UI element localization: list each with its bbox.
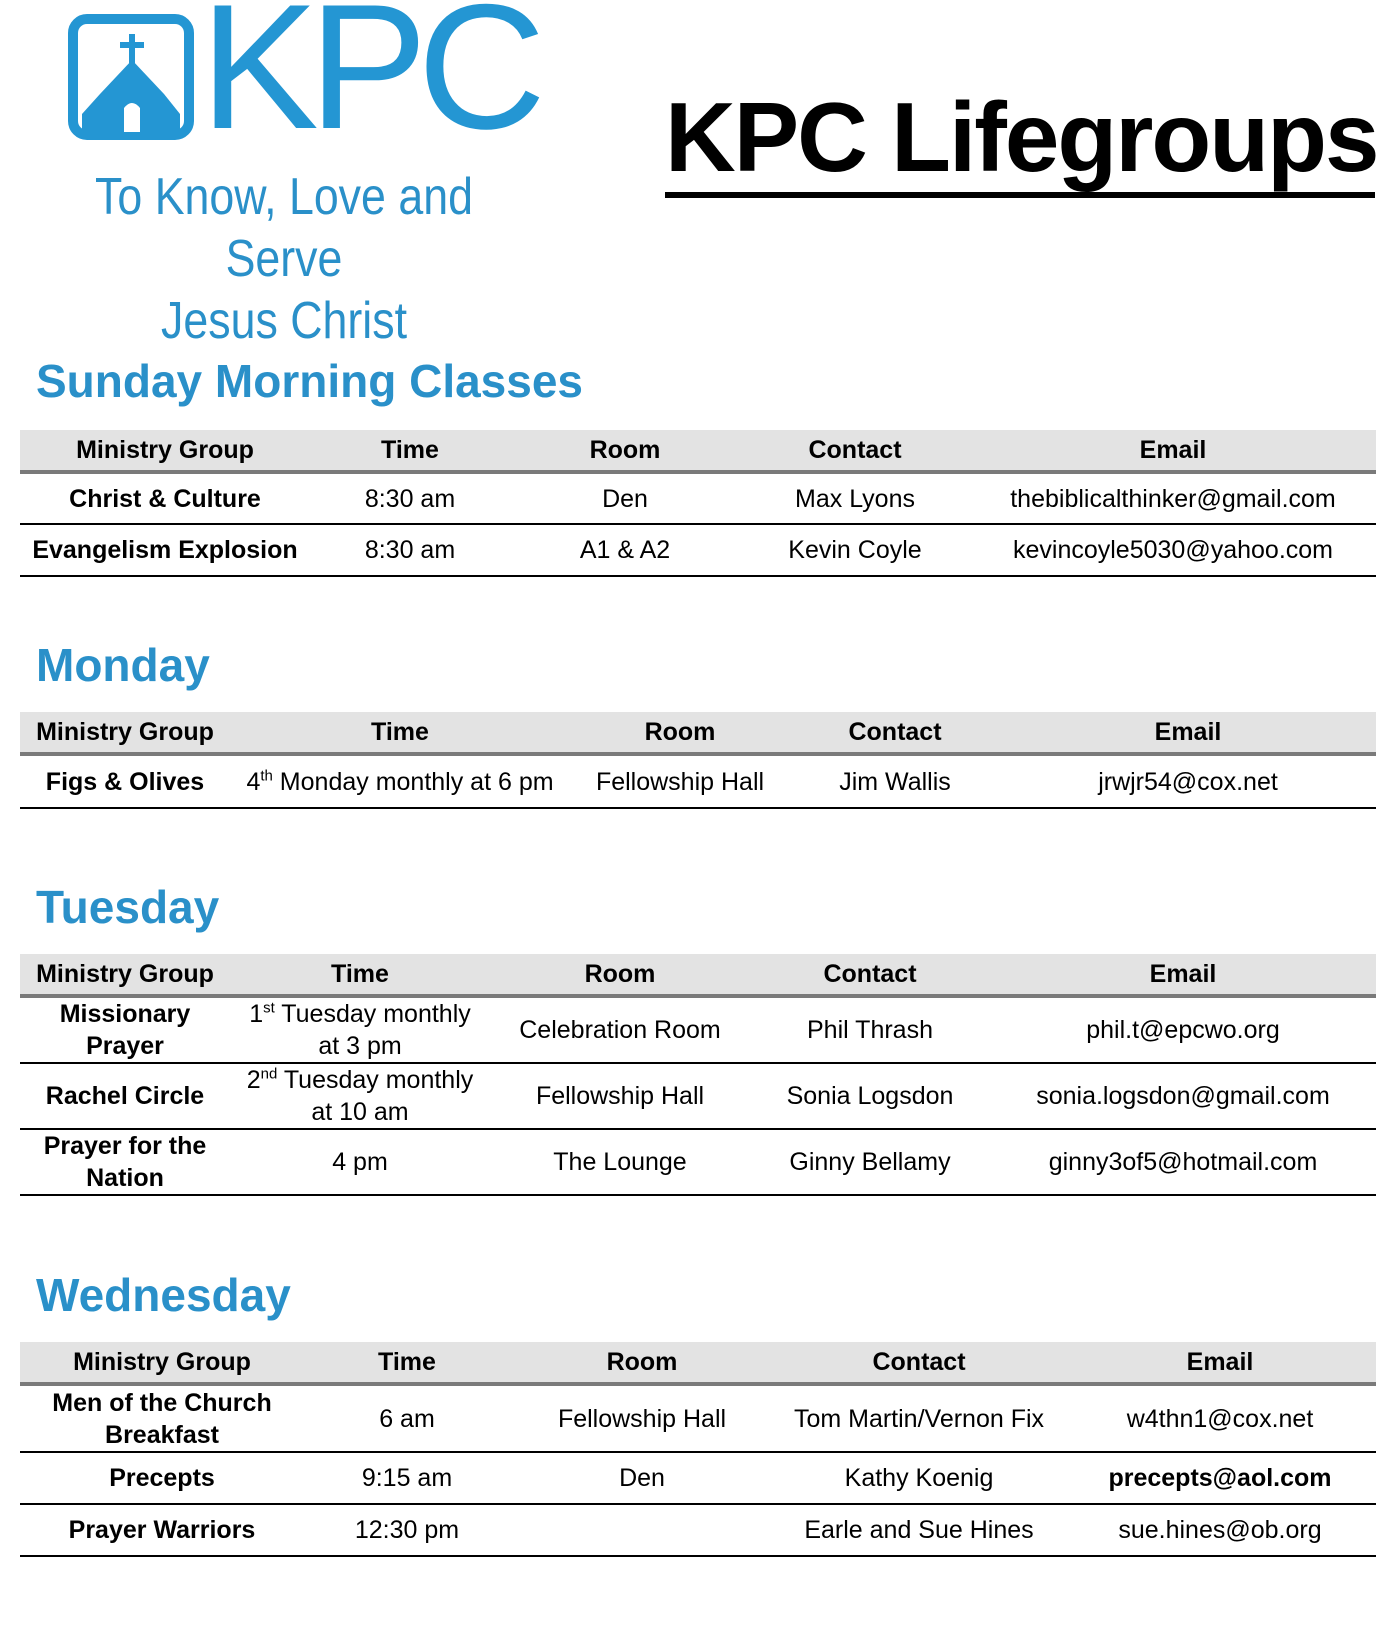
email-link[interactable]: ginny3of5@hotmail.com <box>990 1129 1376 1195</box>
header-ministry-group: Ministry Group <box>20 712 230 754</box>
table-header-row <box>20 430 1376 472</box>
logo-tagline <box>60 166 507 352</box>
contact: Max Lyons <box>740 472 970 524</box>
section-title-wednesday: Wednesday <box>36 1269 291 1321</box>
contact: Jim Wallis <box>790 754 1000 808</box>
contact: Tom Martin/Vernon Fix <box>774 1384 1064 1452</box>
table-row <box>20 1452 1376 1504</box>
email-link[interactable]: sue.hines@ob.org <box>1064 1504 1376 1556</box>
header-contact: Contact <box>740 430 970 472</box>
room: Fellowship Hall <box>570 754 790 808</box>
room: Den <box>510 1452 774 1504</box>
tagline-line-2: Jesus Christ <box>160 292 408 350</box>
group-name: Missionary Prayer <box>20 996 230 1063</box>
room: Celebration Room <box>490 996 750 1063</box>
table-header-row <box>20 954 1376 996</box>
header-ministry-group: Ministry Group <box>20 954 230 996</box>
header-contact: Contact <box>750 954 990 996</box>
contact: Kevin Coyle <box>740 524 970 576</box>
table-row <box>20 1504 1376 1556</box>
header-email: Email <box>990 954 1376 996</box>
room: A1 & A2 <box>510 524 740 576</box>
email-link[interactable]: sonia.logsdon@gmail.com <box>990 1063 1376 1129</box>
room: Den <box>510 472 740 524</box>
email-link[interactable]: w4thn1@cox.net <box>1064 1384 1376 1452</box>
contact: Sonia Logsdon <box>750 1063 990 1129</box>
header-email: Email <box>1064 1342 1376 1384</box>
group-name: Christ & Culture <box>20 472 310 524</box>
section-title-sunday: Sunday Morning Classes <box>36 355 584 407</box>
header-email: Email <box>1000 712 1376 754</box>
time: 4 pm <box>230 1129 490 1195</box>
logo-kpc-text: KPC <box>200 0 536 166</box>
group-name: Rachel Circle <box>20 1063 230 1129</box>
time: 12:30 pm <box>304 1504 510 1556</box>
group-name: Precepts <box>20 1452 304 1504</box>
contact: Ginny Bellamy <box>750 1129 990 1195</box>
table-header-row <box>20 1342 1376 1384</box>
time: 1st Tuesday monthly at 3 pm <box>230 996 490 1063</box>
header-time: Time <box>230 712 570 754</box>
group-name: Evangelism Explosion <box>20 524 310 576</box>
table-row <box>20 754 1376 808</box>
header-contact: Contact <box>790 712 1000 754</box>
room <box>510 1504 774 1556</box>
header-ministry-group: Ministry Group <box>20 1342 304 1384</box>
time: 8:30 am <box>310 472 510 524</box>
section-title-monday: Monday <box>36 639 210 691</box>
time: 4th Monday monthly at 6 pm <box>230 754 570 808</box>
header-room: Room <box>510 1342 774 1384</box>
table-row <box>20 1129 1376 1195</box>
time: 2nd Tuesday monthly at 10 am <box>230 1063 490 1129</box>
group-name: Figs & Olives <box>20 754 230 808</box>
time: 8:30 am <box>310 524 510 576</box>
table-row <box>20 996 1376 1063</box>
section-title-tuesday: Tuesday <box>36 881 220 933</box>
table-sunday <box>20 430 1376 577</box>
time: 9:15 am <box>304 1452 510 1504</box>
group-name: Prayer for the Nation <box>20 1129 230 1195</box>
contact: Kathy Koenig <box>774 1452 1064 1504</box>
table-row <box>20 524 1376 576</box>
email-link[interactable]: jrwjr54@cox.net <box>1000 754 1376 808</box>
header-time: Time <box>230 954 490 996</box>
room: Fellowship Hall <box>490 1063 750 1129</box>
email-link[interactable]: phil.t@epcwo.org <box>990 996 1376 1063</box>
header-room: Room <box>490 954 750 996</box>
table-monday <box>20 712 1376 809</box>
table-row <box>20 472 1376 524</box>
church-building-icon <box>68 14 194 140</box>
table-header-row <box>20 712 1376 754</box>
email-link[interactable]: kevincoyle5030@yahoo.com <box>970 524 1376 576</box>
tagline-line-1: To Know, Love and Serve <box>95 168 473 288</box>
time: 6 am <box>304 1384 510 1452</box>
header-time: Time <box>304 1342 510 1384</box>
header-room: Room <box>570 712 790 754</box>
header-contact: Contact <box>774 1342 1064 1384</box>
room: Fellowship Hall <box>510 1384 774 1452</box>
room: The Lounge <box>490 1129 750 1195</box>
contact: Phil Thrash <box>750 996 990 1063</box>
header-email: Email <box>970 430 1376 472</box>
email-link[interactable]: precepts@aol.com <box>1064 1452 1376 1504</box>
table-wednesday <box>20 1342 1376 1557</box>
header-time: Time <box>310 430 510 472</box>
table-row <box>20 1384 1376 1452</box>
church-logo <box>24 0 564 350</box>
group-name: Prayer Warriors <box>20 1504 304 1556</box>
contact: Earle and Sue Hines <box>774 1504 1064 1556</box>
email-link[interactable]: thebiblicalthinker@gmail.com <box>970 472 1376 524</box>
document-title: KPC Lifegroups <box>665 88 1375 198</box>
table-tuesday <box>20 954 1376 1196</box>
table-row <box>20 1063 1376 1129</box>
header-room: Room <box>510 430 740 472</box>
group-name: Men of the Church Breakfast <box>20 1384 304 1452</box>
header-ministry-group: Ministry Group <box>20 430 310 472</box>
